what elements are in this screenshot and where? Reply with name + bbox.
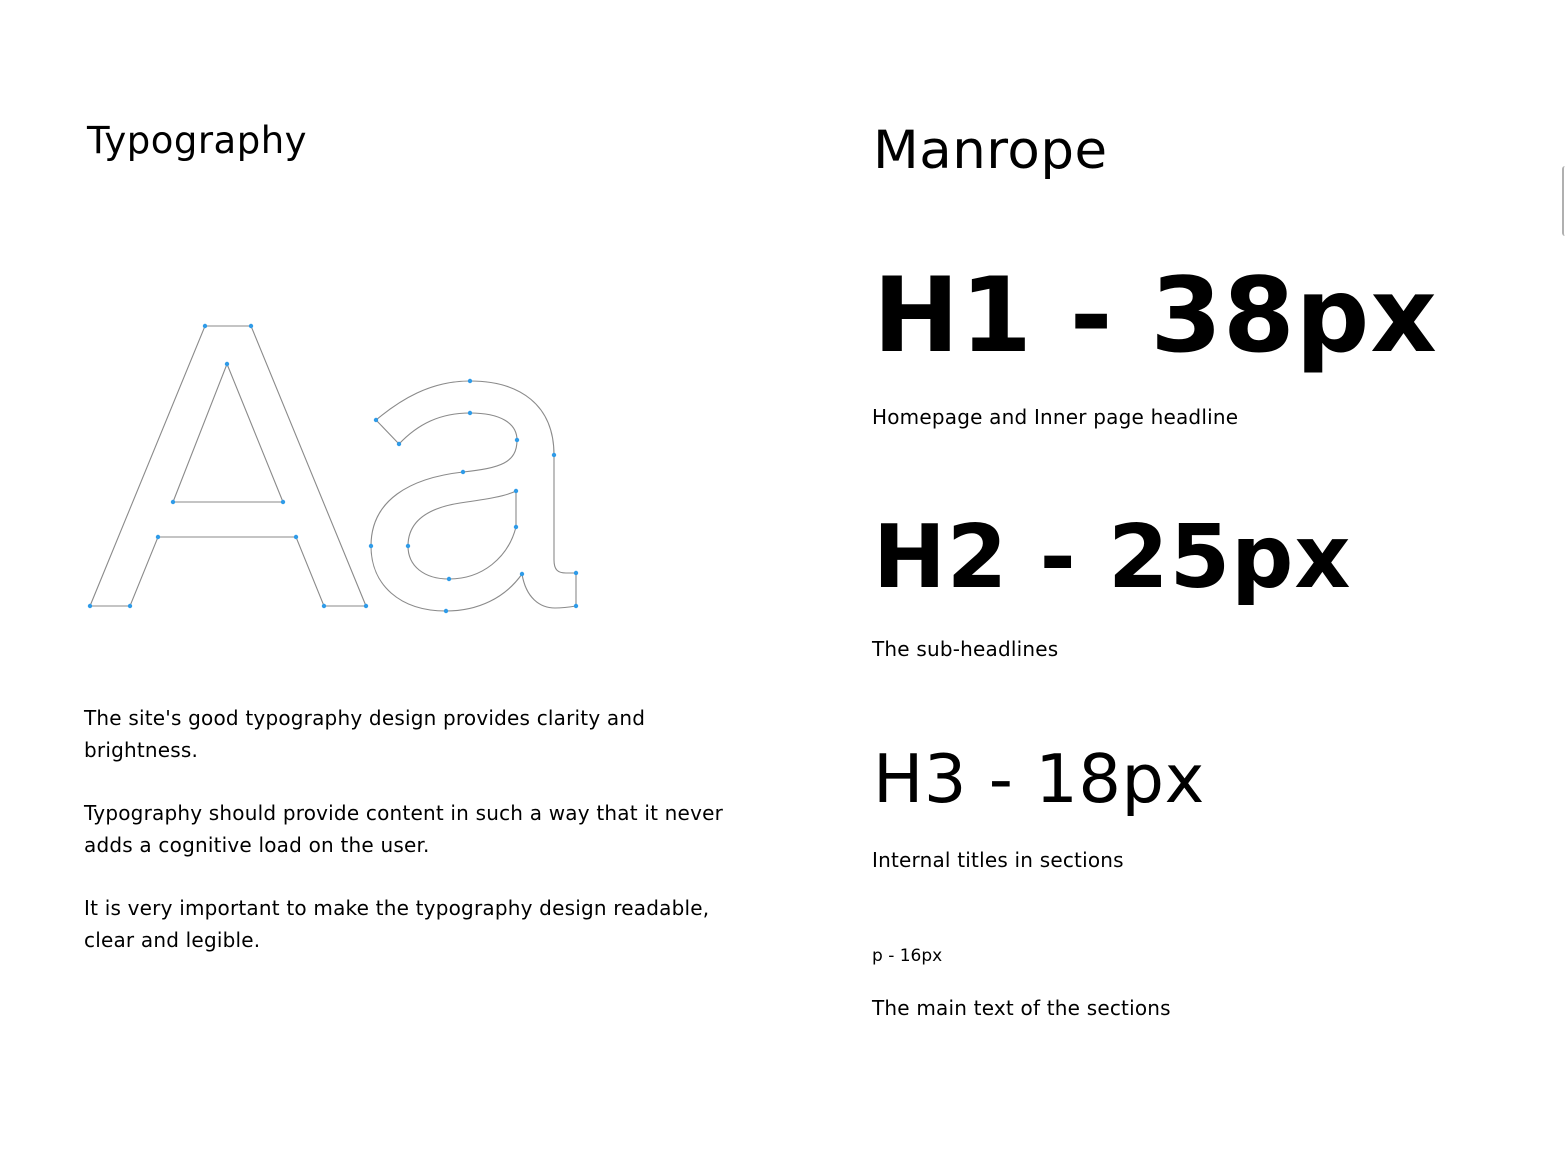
h1-style-sample: H1 - 38px (873, 256, 1438, 376)
font-family-name: Manrope (873, 120, 1108, 181)
h2-style-sample: H2 - 25px (873, 506, 1352, 608)
letter-a-counter (173, 364, 283, 502)
intro-paragraph: Typography should provide content in such a way that it never adds a cognitive load on the user. (84, 801, 724, 857)
letter-a-lowercase-outline (371, 381, 576, 611)
h1-style-description: Homepage and Inner page headline (872, 405, 1239, 429)
glyph-outline-aa-illustration (80, 315, 590, 620)
intro-paragraph: It is very important to make the typography design readable, clear and legible. (84, 896, 710, 952)
h3-style-description: Internal titles in sections (872, 848, 1124, 872)
letter-a-outline (90, 326, 366, 606)
anchor-points (88, 324, 578, 613)
intro-paragraph: The site's good typography design provides clarity and brightness. (84, 706, 646, 762)
scrollbar-handle[interactable] (1562, 166, 1566, 236)
page-title: Typography (87, 119, 308, 162)
h3-style-sample: H3 - 18px (873, 740, 1205, 818)
paragraph-style-sample: p - 16px (872, 946, 943, 966)
paragraph-style-description: The main text of the sections (872, 996, 1171, 1020)
letter-a-lowercase-counter (408, 491, 516, 579)
h2-style-description: The sub-headlines (872, 637, 1059, 661)
